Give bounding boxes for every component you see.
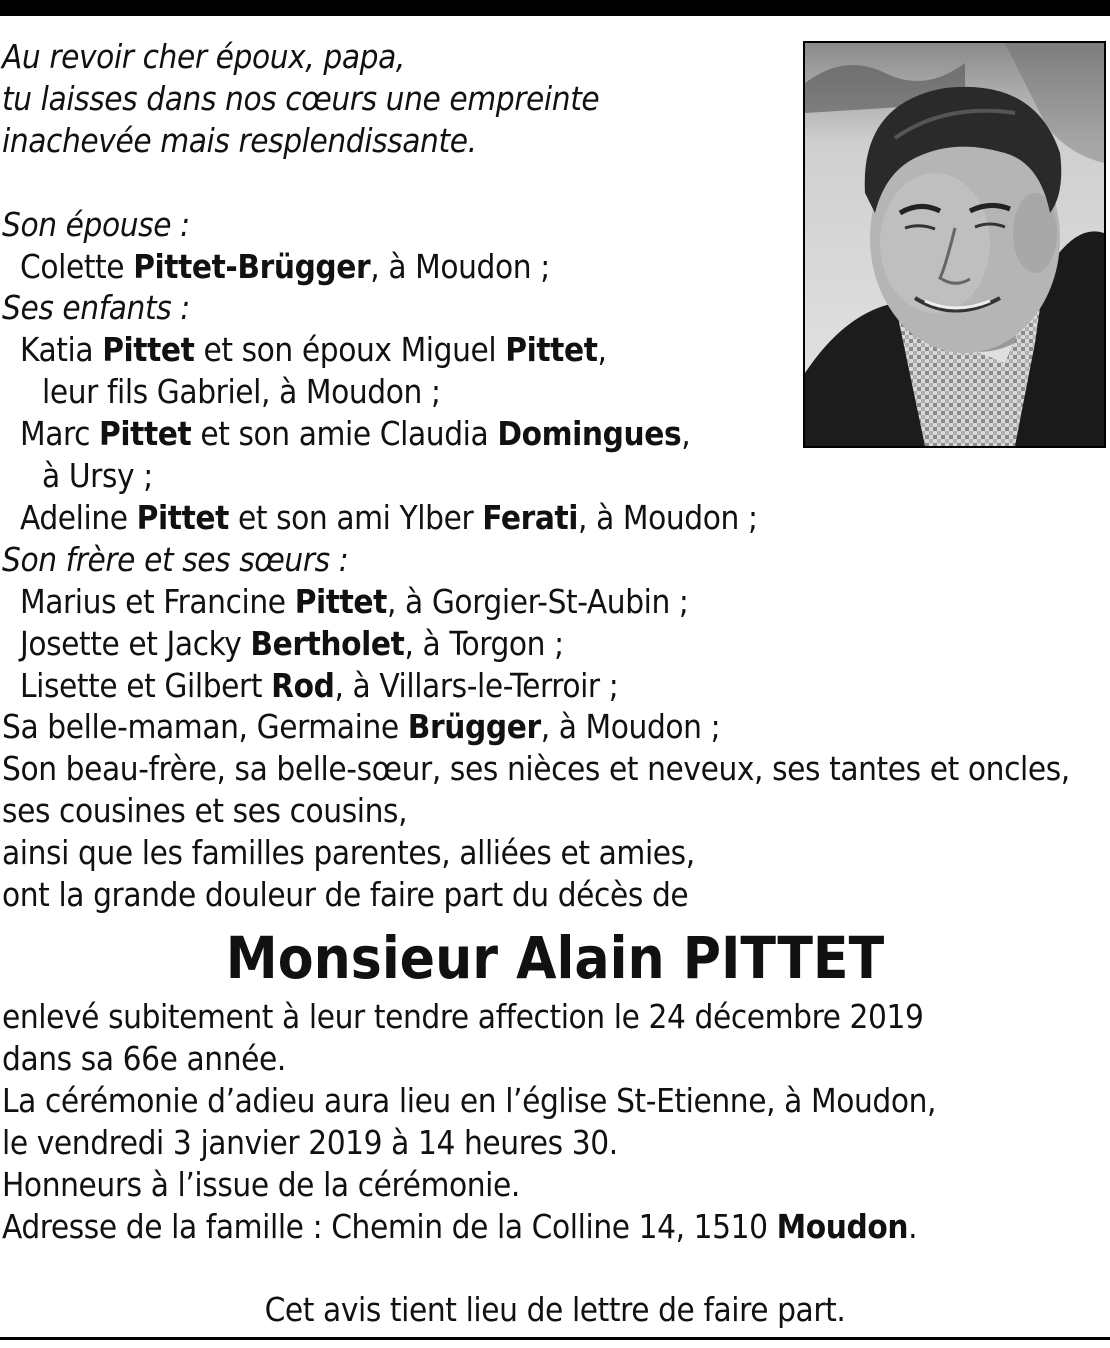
address-line: Adresse de la famille : Chemin de la Colline 14, 1510 Moudon.	[2, 1206, 918, 1246]
sibling-line: Josette et Jacky Bertholet, à Torgon ;	[20, 623, 564, 663]
child-line: Katia Pittet et son époux Miguel Pittet,	[20, 330, 607, 370]
child-line: Marc Pittet et son amie Claudia Domingues,	[20, 414, 691, 454]
deceased-name: Monsieur Alain PITTET	[225, 924, 885, 993]
relatives-line: ainsi que les familles parentes, alliées et amies,	[2, 833, 695, 873]
siblings-heading: Son frère et ses sœurs :	[2, 539, 349, 579]
detail-line: Honneurs à l’issue de la cérémonie.	[2, 1164, 520, 1204]
mother-in-law-line: Sa belle-maman, Germaine Brügger, à Moudon ;	[2, 707, 721, 747]
detail-line: enlevé subitement à leur tendre affection le 24 décembre 2019	[2, 997, 924, 1037]
bottom-rule	[0, 1337, 1110, 1340]
obituary-text	[2, 36, 1108, 1331]
spouse-heading: Son épouse :	[2, 204, 190, 244]
closing-note: Cet avis tient lieu de lettre de faire part.	[264, 1290, 846, 1330]
top-rule	[0, 0, 1110, 16]
child-line-continued: à Ursy ;	[42, 456, 153, 496]
spacer	[2, 162, 1108, 204]
poem-line: tu laisses dans nos cœurs une empreinte	[2, 78, 600, 118]
detail-line: le vendredi 3 janvier 2019 à 14 heures 30.	[2, 1122, 618, 1162]
relatives-line: ses cousines et ses cousins,	[2, 791, 408, 831]
relatives-line: Son beau-frère, sa belle-sœur, ses nièces et neveux, ses tantes et oncles,	[2, 749, 1070, 789]
children-heading: Ses enfants :	[2, 288, 190, 328]
relatives-line: ont la grande douleur de faire part du décès de	[2, 875, 689, 915]
child-line: Adeline Pittet et son ami Ylber Ferati, à Moudon ;	[20, 497, 758, 537]
sibling-line: Lisette et Gilbert Rod, à Villars-le-Terroir ;	[20, 665, 619, 705]
detail-line: La cérémonie d’adieu aura lieu en l’église St-Etienne, à Moudon,	[2, 1080, 937, 1120]
sibling-line: Marius et Francine Pittet, à Gorgier-St-Aubin ;	[20, 581, 689, 621]
poem-line: inachevée mais resplendissante.	[2, 120, 477, 160]
spouse-line: Colette Pittet-Brügger, à Moudon ;	[20, 246, 550, 286]
child-line-continued: leur fils Gabriel, à Moudon ;	[42, 372, 441, 412]
detail-line: dans sa 66e année.	[2, 1038, 286, 1078]
poem-line: Au revoir cher époux, papa,	[2, 37, 405, 76]
